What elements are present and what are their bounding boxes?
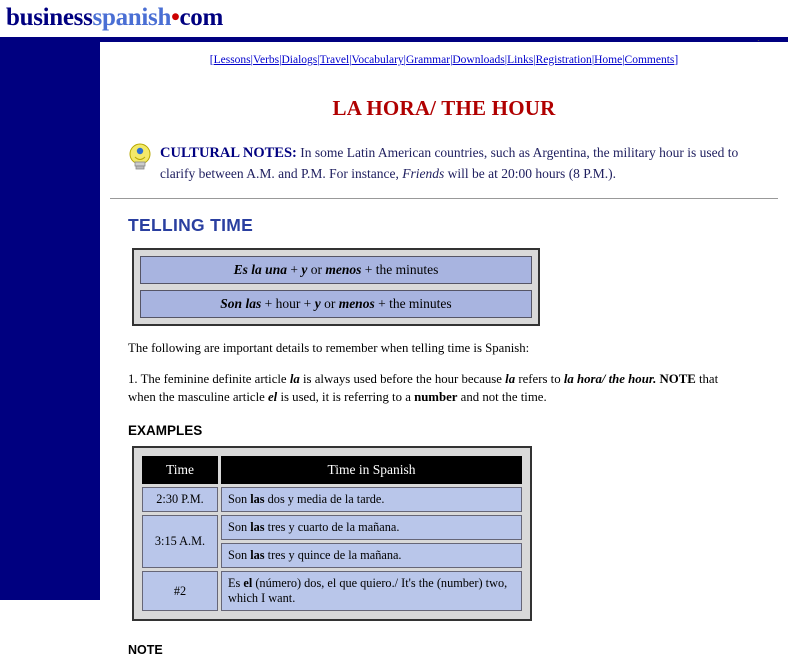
cell-time-number2: #2 xyxy=(142,571,218,611)
table-row xyxy=(142,515,522,540)
cell-spanish-230pm xyxy=(221,487,522,512)
header-divider xyxy=(0,37,788,40)
rule-paragraph xyxy=(128,371,728,407)
formula-row-2 xyxy=(140,290,532,318)
cell-spanish-315am-b xyxy=(221,543,522,568)
examples-heading: EXAMPLES xyxy=(128,423,203,439)
logo-spanish: spanish xyxy=(92,4,172,31)
section-divider xyxy=(110,198,778,199)
formula-row-1 xyxy=(140,256,532,284)
sent-bold-4: el xyxy=(243,576,253,591)
cultural-text-after: will be at 20:00 hours (8 P.M.). xyxy=(444,166,616,182)
formula2-bold3: menos xyxy=(338,295,375,311)
cultural-text-before: In some Latin American countries, such as Argentina, the military hour is used to clarify between A.M. and P.M. For instance, xyxy=(160,145,739,182)
rule-text-b: is always used before the hour because xyxy=(299,372,506,387)
sent-pre-4: Es xyxy=(228,576,244,591)
table-row xyxy=(142,487,522,512)
formula2-bold1: Son las xyxy=(220,295,262,311)
rule-term-number: number xyxy=(414,390,458,405)
sent-pre-2: Son xyxy=(228,520,251,535)
cultural-notes-label: CULTURAL NOTES: xyxy=(160,145,297,161)
rule-text-f: and not the time. xyxy=(457,390,547,405)
nav-item-grammar[interactable]: Grammar xyxy=(405,54,451,66)
nav-item-comments[interactable]: Comments xyxy=(624,54,675,66)
site-logo[interactable] xyxy=(6,4,223,32)
sent-bold-3: las xyxy=(250,548,265,563)
formula-box xyxy=(132,248,540,326)
site-header xyxy=(0,0,788,42)
nav-sep-8: | xyxy=(591,54,595,66)
formula2-plain1: + hour + xyxy=(261,295,315,311)
nav-sep-6: | xyxy=(504,54,508,66)
nav-sep-7: | xyxy=(533,54,536,66)
nav-bracket-close: ] xyxy=(674,54,679,66)
cell-spanish-315am-a xyxy=(221,515,522,540)
formula2-plain2: or xyxy=(320,295,339,311)
page-title: LA HORA/ THE HOUR xyxy=(332,96,556,120)
sent-post-3: tres y quince de la mañana. xyxy=(264,548,402,563)
cell-time-230pm: 2:30 P.M. xyxy=(142,487,218,512)
rule-number: 1. xyxy=(128,372,141,387)
nav-item-dialogs[interactable]: Dialogs xyxy=(281,54,318,66)
rule-term-el: el xyxy=(268,390,278,405)
page-content xyxy=(100,42,788,657)
formula1-bold1: Es la una xyxy=(233,261,287,277)
rule-text-e: is used, it is referring to a xyxy=(277,390,415,405)
formula1-plain1: + xyxy=(286,261,302,277)
nav-item-home[interactable]: Home xyxy=(594,54,623,66)
rule-text-a: The feminine definite article xyxy=(140,372,290,387)
examples-table xyxy=(139,453,525,614)
formula2-bold2: y xyxy=(314,295,321,311)
sent-post-4: (número) dos, el que quiero./ It's the (number) two, which I want. xyxy=(228,576,508,606)
rule-term-la-2: la xyxy=(505,372,516,387)
nav-sep-0: | xyxy=(250,54,253,66)
nav-item-lessons[interactable]: Lessons xyxy=(213,54,251,66)
sent-bold-2: las xyxy=(250,520,265,535)
sent-pre-3: Son xyxy=(228,548,251,563)
column-header-time-in-spanish: Time in Spanish xyxy=(221,456,522,484)
sent-bold-1: las xyxy=(250,492,265,507)
nav-item-registration[interactable]: Registration xyxy=(535,54,592,66)
examples-box xyxy=(132,446,532,621)
formula1-plain3: + the minutes xyxy=(361,261,439,277)
intro-paragraph: The following are important details to remember when telling time is Spanish: xyxy=(128,340,530,355)
cultural-italic-term: Friends xyxy=(402,166,445,182)
cultural-notes-block xyxy=(124,143,764,184)
logo-business: business xyxy=(6,4,93,31)
cell-spanish-number2 xyxy=(221,571,522,611)
nav-sep-5: | xyxy=(450,54,453,66)
sent-pre-1: Son xyxy=(228,492,251,507)
column-header-time: Time xyxy=(142,456,218,484)
formula1-bold2: y xyxy=(301,261,308,277)
nav-sep-9: | xyxy=(622,54,625,66)
nav-sep-3: | xyxy=(349,54,352,66)
rule-text-c: refers to xyxy=(515,372,564,387)
telling-time-heading: TELLING TIME xyxy=(128,214,254,235)
nav-sep-1: | xyxy=(279,54,282,66)
formula1-bold3: menos xyxy=(325,261,362,277)
nav-item-vocabulary[interactable]: Vocabulary xyxy=(351,54,404,66)
table-header-row xyxy=(142,456,522,484)
nav-sep-2: | xyxy=(317,54,320,66)
nav-item-travel[interactable]: Travel xyxy=(319,54,350,66)
nav-item-downloads[interactable]: Downloads xyxy=(452,54,505,66)
sent-post-2: tres y cuarto de la mañana. xyxy=(264,520,400,535)
table-row xyxy=(142,571,522,611)
nav-item-verbs[interactable]: Verbs xyxy=(252,54,280,66)
nav-item-links[interactable]: Links xyxy=(507,54,534,66)
cell-time-315am: 3:15 A.M. xyxy=(142,515,218,568)
rule-note-label: NOTE xyxy=(656,372,696,387)
formula2-plain3: + the minutes xyxy=(374,295,452,311)
left-sidebar-rail xyxy=(0,40,100,600)
rule-term-la-1: la xyxy=(289,372,300,387)
bottom-note-label: NOTE xyxy=(128,643,163,657)
cultural-notes-text xyxy=(160,143,764,184)
formula1-plain2: or xyxy=(307,261,326,277)
rule-term-la-hora: la hora/ the hour. xyxy=(563,372,657,387)
logo-com: com xyxy=(179,4,224,31)
nav-bracket-open-0: [ xyxy=(209,54,214,66)
sent-post-1: dos y media de la tarde. xyxy=(264,492,385,507)
logo-dot-icon: • xyxy=(171,4,180,31)
nav-sep-4: | xyxy=(403,54,406,66)
main-navigation xyxy=(100,54,788,66)
rule-text-d: that when the masculine article xyxy=(128,372,719,405)
lightbulb-icon xyxy=(126,143,154,173)
